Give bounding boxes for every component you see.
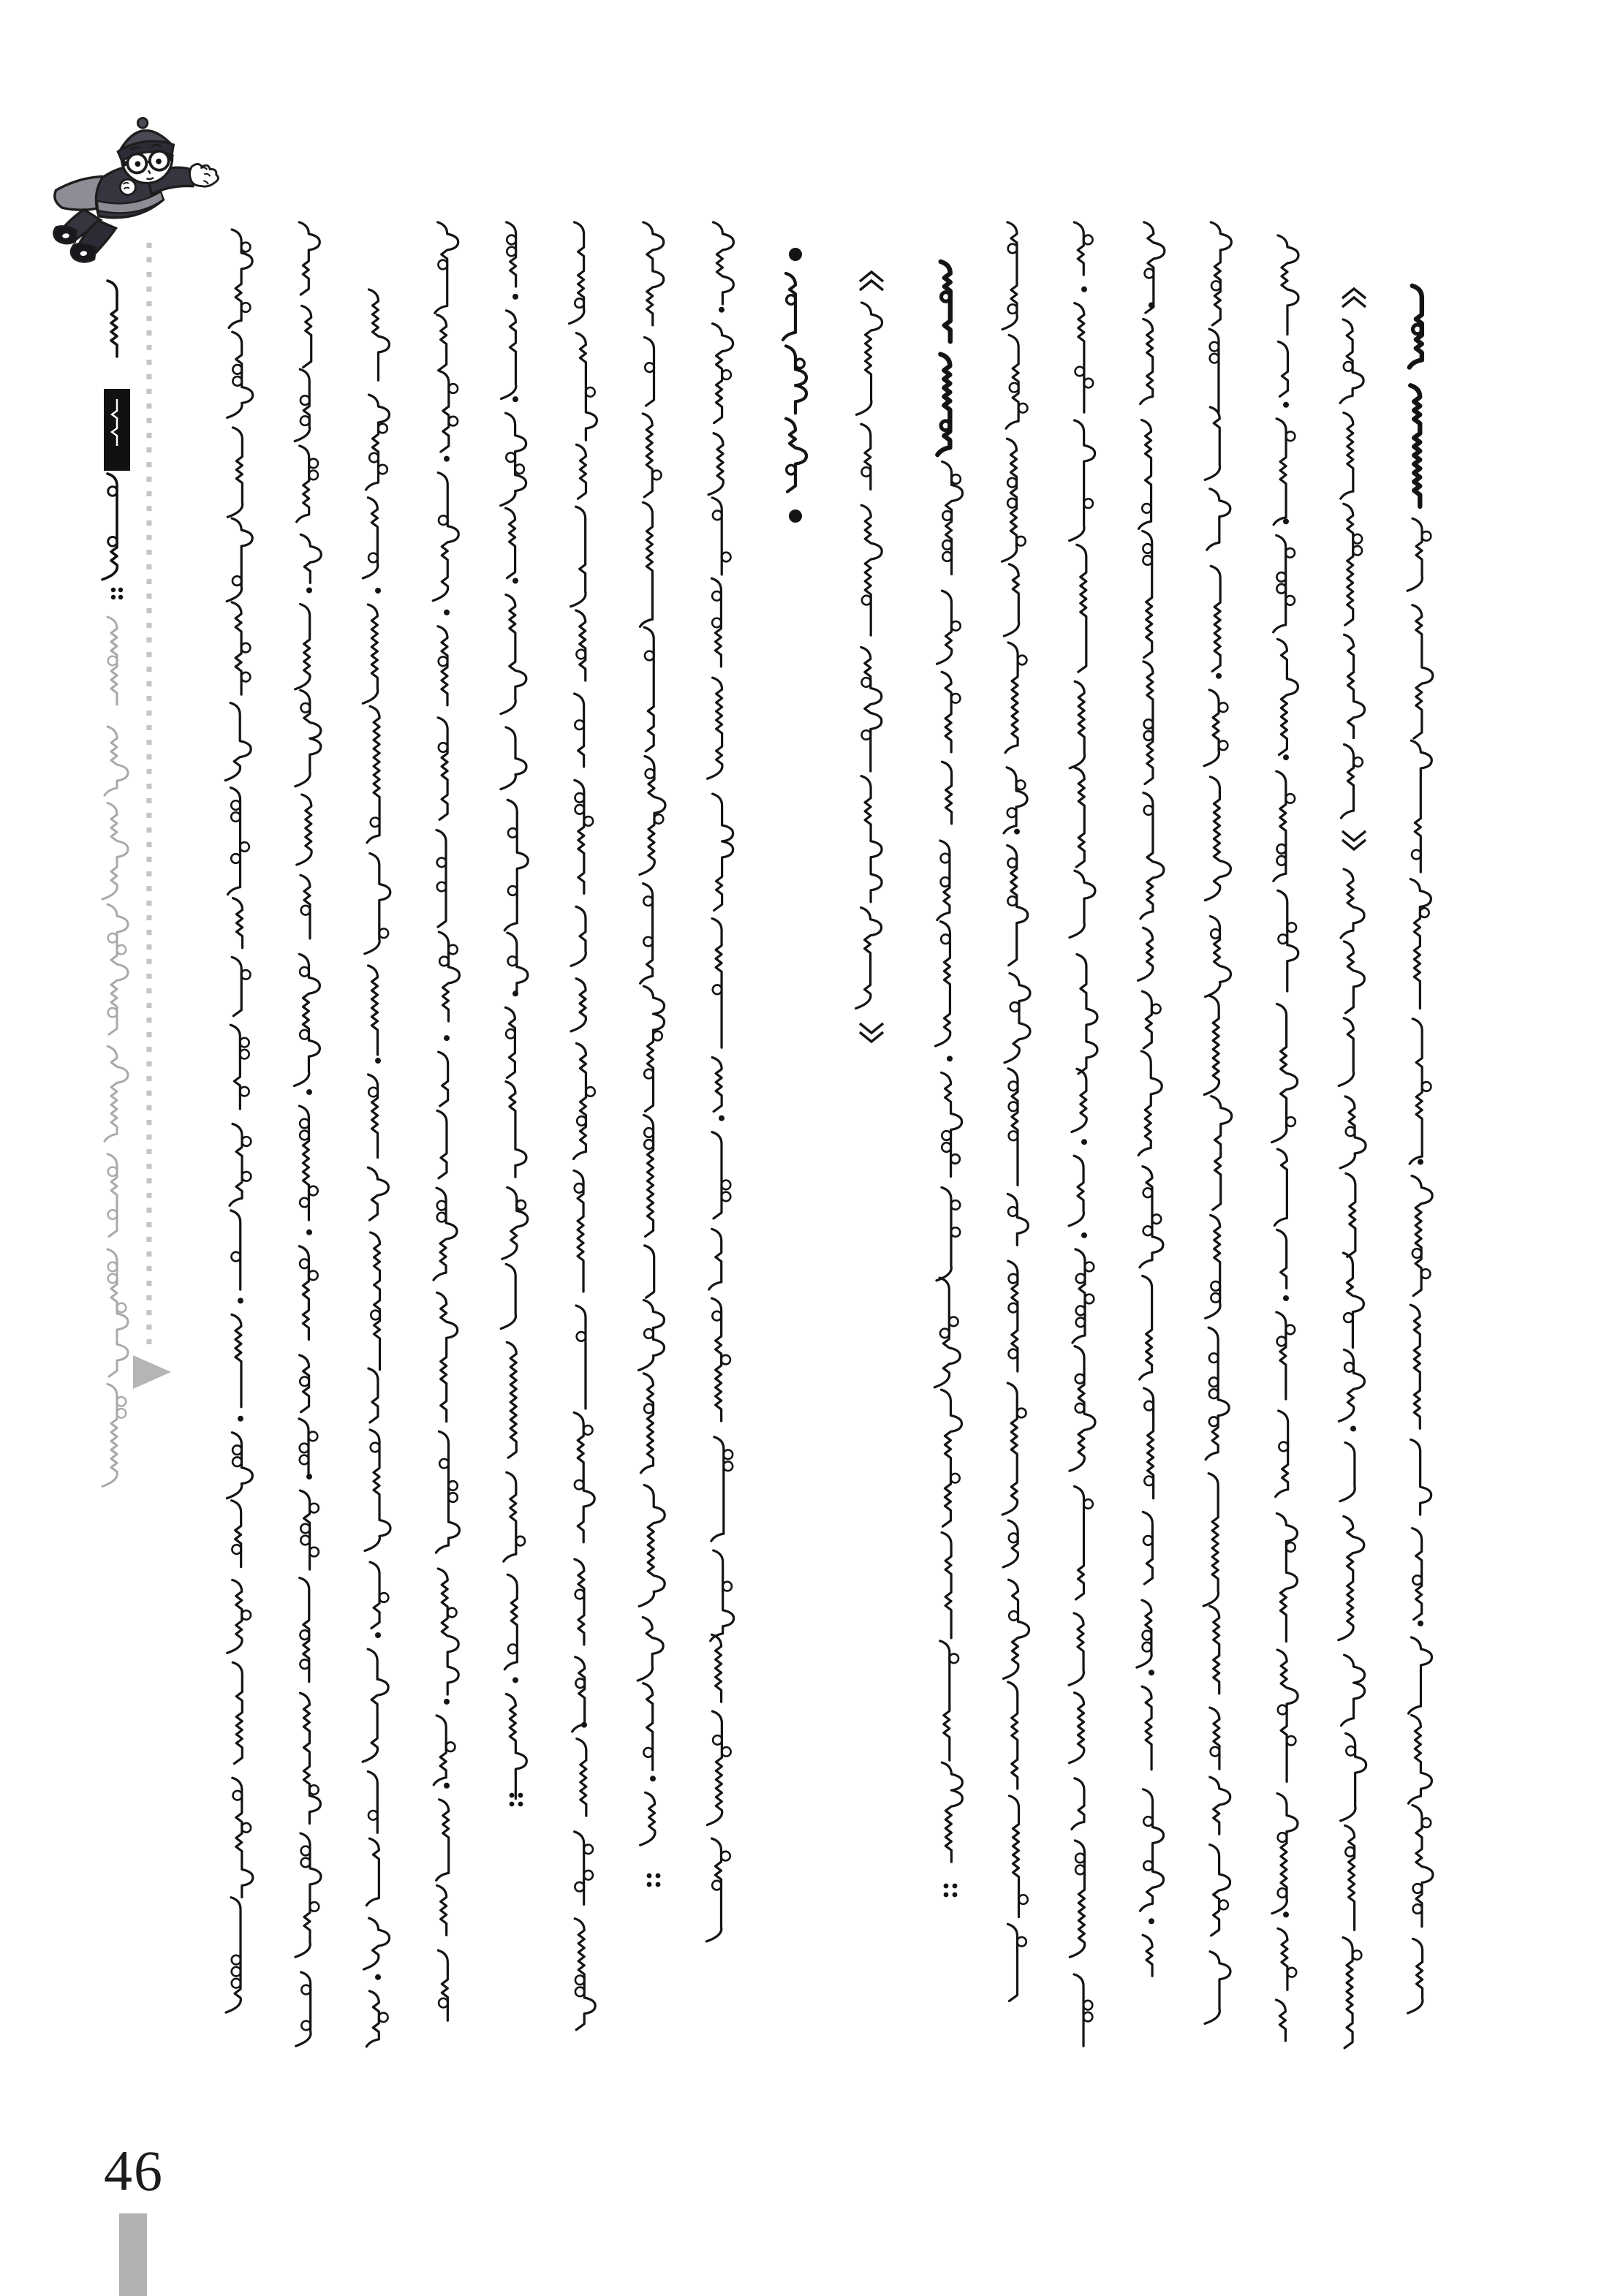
text-column-b1 bbox=[934, 262, 962, 1897]
text-column-a7 bbox=[638, 222, 665, 1887]
mascot-flying-boy-illustration bbox=[45, 110, 228, 281]
text-column-a2 bbox=[294, 222, 321, 2046]
text-column-a6 bbox=[570, 222, 597, 2030]
heading-bullet-top bbox=[789, 248, 802, 261]
text-column-b3 bbox=[1069, 222, 1097, 2046]
text-column-a4 bbox=[433, 222, 459, 2020]
margin-note bbox=[102, 243, 171, 1486]
text-column-quote bbox=[856, 272, 883, 1042]
text-column-a5 bbox=[501, 222, 529, 1806]
text-column-heading bbox=[783, 248, 806, 523]
text-column-b6 bbox=[1272, 235, 1298, 2041]
text-column-b2 bbox=[1002, 222, 1030, 2001]
text-column-b8 bbox=[1407, 286, 1433, 2013]
text-column-a8 bbox=[706, 222, 733, 1941]
text-column-b5 bbox=[1203, 222, 1232, 2023]
page-number: 46 bbox=[104, 2139, 164, 2202]
text-column-a3 bbox=[363, 289, 390, 2047]
footer-decoration-bar bbox=[119, 2213, 147, 2296]
text-column-b4 bbox=[1137, 222, 1165, 1976]
mascot-hand-forward bbox=[189, 162, 219, 188]
heading-bullet-bottom bbox=[789, 509, 802, 523]
text-column-b7 bbox=[1339, 289, 1366, 2048]
rule-arrow-icon bbox=[133, 1355, 171, 1389]
text-column-a1 bbox=[225, 230, 253, 2012]
